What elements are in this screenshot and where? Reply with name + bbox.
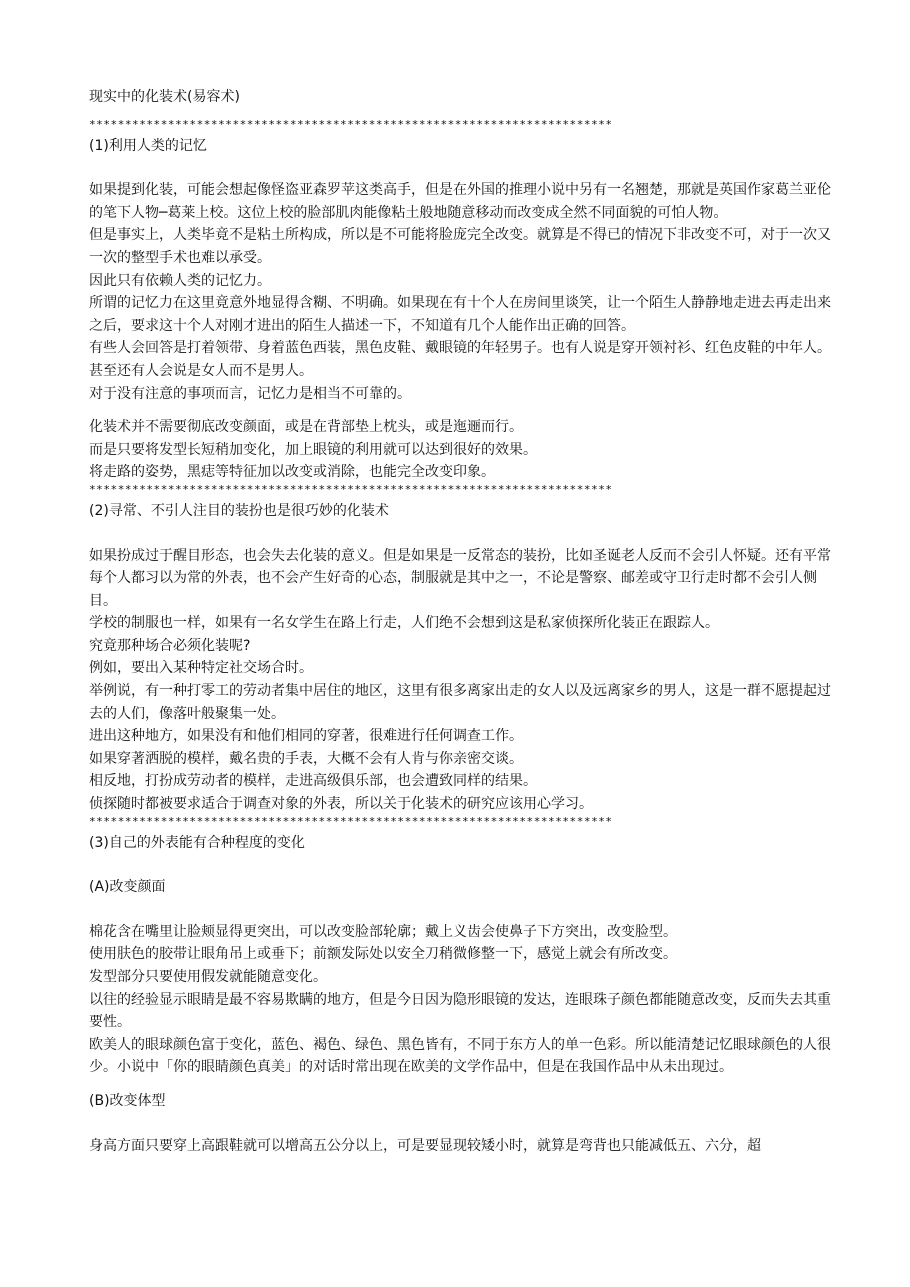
divider: ************************************************************************* (89, 118, 613, 131)
paragraph: 例如，要出入某种特定社交场合时。 (89, 660, 313, 677)
paragraph: 学校的制服也一样，如果有一名女学生在路上行走，人们绝不会想到这是私家侦探所化装正在跟踪人。 (89, 615, 719, 632)
paragraph: 相反地，打扮成劳动者的模样，走进高级俱乐部，也会遭致同样的结果。 (89, 773, 537, 790)
document-page (89, 86, 834, 1157)
paragraph: 有些人会回答是打着领带、身着蓝色西装，黑色皮鞋、戴眼镜的年轻男子。也有人说是穿开领衬衫、红色皮鞋的中年人。甚至还有人会说是女人而不是男人。 (89, 340, 831, 379)
paragraph: 举例说，有一种打零工的劳动者集中居住的地区，这里有很多离家出走的女人以及远离家乡的男人，这是一群不愿提起过去的人们，像落叶般聚集一处。 (89, 683, 831, 722)
paragraph: 如果穿著洒脱的模样，戴名贵的手表，大概不会有人肯与你亲密交谈。 (89, 750, 523, 767)
paragraph: 所谓的记忆力在这里竟意外地显得含糊、不明确。如果现在有十个人在房间里谈笑，让一个陌生人静静地走进去再走出来之后，要求这十个人对刚才进出的陌生人描述一下，不知道有几个人能作出正确的回答。 (89, 295, 831, 334)
paragraph: 以往的经验显示眼睛是最不容易欺瞒的地方，但是今日因为隐形眼镜的发达，连眼珠子颜色都能随意改变，反而失去其重要性。 (89, 991, 831, 1031)
paragraph: 发型部分只要使用假发就能随意变化。 (89, 969, 327, 985)
paragraph: 如果扮成过于醒目形态，也会失去化装的意义。但是如果是一反常态的装扮，比如圣诞老人反而不会引人怀疑。还有平常每个人都习以为常的外表，也不会产生好奇的心态，制服就是其中之一，不论是警察、邮差或守卫行走时都不会引人侧目。 (89, 547, 831, 609)
paragraph: 因此只有依赖人类的记忆力。 (89, 272, 271, 289)
paragraph: 进出这种地方，如果没有和他们相同的穿著，很难进行任何调查工作。 (89, 728, 523, 745)
paragraph: 身高方面只要穿上高跟鞋就可以增高五公分以上，可是要显现较矮小时，就算是弯背也只能减低五、六分，超 (89, 1137, 761, 1154)
paragraph: 对于没有注意的事项而言，记忆力是相当不可靠的。 (89, 385, 411, 402)
paragraph: 如果提到化装，可能会想起像怪盗亚森罗苹这类高手，但是在外国的推理小说中另有一名翘楚，那就是英国作家葛兰亚伦的笔下人物─葛莱上校。这位上校的脸部肌肉能像粘土般地随意移动而改变成全然不同面貌的可怕人物。 (89, 182, 831, 221)
section-3-heading: (3)自己的外表能有合种程度的变化 (89, 834, 305, 851)
paragraph: 侦探随时都被要求适合于调查对象的外表，所以关于化装术的研究应该用心学习。 (89, 796, 593, 813)
paragraph: 棉花含在嘴里让脸颊显得更突出，可以改变脸部轮廓；戴上义齿会使鼻子下方突出，改变脸型。 (89, 923, 677, 940)
section-2-heading: (2)寻常、不引人注目的装扮也是很巧妙的化装术 (89, 502, 389, 519)
section-1-heading: (1)利用人类的记忆 (89, 137, 207, 154)
paragraph: 使用肤色的胶带让眼角吊上或垂下；前额发际处以安全刀稍微修整一下，感觉上就会有所改变。 (89, 946, 677, 963)
paragraph: 但是事实上，人类毕竟不是粘土所构成，所以是不可能将脸庞完全改变。就算是不得已的情况下非改变不可，对于一次又一次的整型手术也难以承受。 (89, 227, 831, 266)
divider: ************************************************************************* (89, 483, 613, 496)
paragraph: 欧美人的眼球颜色富于变化，蓝色、褐色、绿色、黑色皆有，不同于东方人的单一色彩。所以能清楚记忆眼球颜色的人很少。小说中「你的眼睛颜色真美」的对话时常出现在欧美的文学作品中，但是在我国作品中从未出现过。 (89, 1036, 831, 1076)
paragraph: 化装术并不需要彻底改变颜面，或是在背部垫上枕头，或是迤逦而行。 (89, 419, 523, 436)
document-title: 现实中的化装术(易容术) (89, 89, 240, 105)
paragraph: 将走路的姿势，黑痣等特征加以改变或消除，也能完全改变印象。 (89, 464, 495, 481)
subsection-b-heading: (B)改变体型 (89, 1092, 166, 1109)
paragraph: 究竟那种场合必须化装呢? (89, 637, 251, 654)
divider: ************************************************************************* (89, 815, 613, 828)
subsection-a-heading: (A)改变颜面 (89, 879, 166, 896)
paragraph: 而是只要将发型长短稍加变化，加上眼镜的利用就可以达到很好的效果。 (89, 441, 537, 458)
